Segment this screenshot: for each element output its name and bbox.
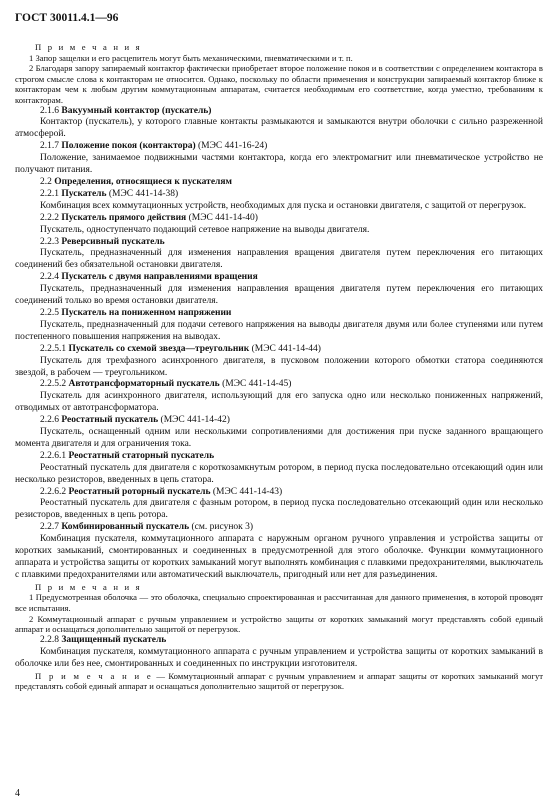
note-block [15,42,543,53]
note-label [15,671,543,692]
section-reference: (МЭС 441-14-40) [188,212,258,223]
heading-line [15,451,543,463]
section-number: 2.1.6 [40,105,59,116]
section-title: Пускатель на пониженном напряжении [61,307,232,318]
paragraph-text: Пускатель, одноступенчато подающий сетевое напряжение на выводы двигателя. [40,224,370,235]
note-content: 1 Предусмотренная оболочка — это оболочка, специально спроектированная и рассчитанная для данного применения, в которой проводят все испытания. [15,592,543,613]
note-block [15,582,543,593]
section-heading [15,487,543,499]
note-block [15,53,543,64]
section-heading [15,379,543,391]
paragraph [15,647,543,671]
heading-line [15,177,543,189]
heading-line [15,141,543,153]
section-title: Пускатель с двумя направлениями вращения [61,272,258,283]
section-number: 2.2.4 [40,272,59,283]
section-heading [15,635,543,647]
heading-line [15,487,543,499]
section-reference: (МЭС 441-14-43) [212,486,283,497]
heading-line [15,635,543,647]
heading-line [15,344,543,356]
section-heading [15,213,543,225]
paragraph [15,391,543,415]
section-title: Комбинированный пускатель [61,522,190,533]
section-number: 2.2.7 [40,522,59,533]
paragraph [15,284,543,308]
heading-line [15,379,543,391]
paragraph [15,320,543,344]
section-number: 2.2.5 [40,307,59,318]
section-heading [15,141,543,153]
section-heading [15,177,543,189]
section-title: Положение покоя (контактора) [61,141,196,152]
note-label-text: П р и м е ч а н и я [35,42,142,52]
section-number: 2.2.6.2 [40,486,67,497]
paragraph-text: Реостатный пускатель для двигателя с короткозамкнутым ротором, в период пуска последовательно отсекающий один или несколько резисторов, введенных в цепь статора. [15,462,543,485]
section-heading [15,451,543,463]
section-number: 2.2.5.1 [40,343,67,354]
note-label-text: П р и м е ч а н и е [35,670,153,681]
heading-line [15,415,543,427]
note-label-text: П р и м е ч а н и я [35,581,142,592]
paragraph-text: Комбинация пускателя, коммутационного аппарата с ручным управлением и устройства защиты от коротких замыканий в оболочке или без нее, смонтированных и соединенных по инструкции изготовителя. [15,646,543,669]
heading-line [15,522,543,534]
section-title: Реостатный статорный пускатель [68,450,215,461]
paragraph [15,498,543,522]
document-body [15,42,543,692]
note-text [15,592,543,613]
note-block [15,614,543,635]
section-heading [15,522,543,534]
section-number: 2.2.1 [40,188,59,199]
section-title: Определения, относящиеся к пускателям [54,177,232,187]
section-title: Вакуумный контактор (пускатель) [61,105,212,116]
section-number: 2.2.6 [40,415,59,426]
section-number: 2.2.2 [40,212,59,223]
section-number: 2.2.8 [40,634,59,645]
page-header: ГОСТ 30011.4.1—96 [15,12,119,24]
note-text [15,614,543,635]
note-text [15,53,543,64]
paragraph [15,356,543,380]
note-block [15,671,543,692]
paragraph [15,201,543,213]
heading-line [15,106,543,118]
section-reference: (МЭС 441-14-45) [222,379,292,390]
section-reference: (см. рисунок 3) [191,522,254,533]
section-title: Реостатный роторный пускатель [68,486,211,497]
note-content: 2 Коммутационный аппарат с ручным управлением и устройство защиты от коротких замыканий могут представлять собой единый аппарат и оснащаться дополнительно защитой от перегрузок. [15,613,543,635]
paragraph-text: Комбинация пускателя, коммутационного аппарата с наружным органом ручного управления и устройства защиты от коротких замыканий, смонтированных и соединенных в предусмотренной для этого оболочке. Функции коммутационного аппарата и устройства защиты от коротких замыканий могут выполнять комбинация с плавкими предохранителями, выключатель с плавкими предохранителями или автоматический выключатель, пригодный или нет для разъединения. [15,534,543,580]
paragraph [15,153,543,177]
heading-line [15,213,543,225]
paragraph-text: Комбинация всех коммутационных устройств, необходимых для пуска и остановки двигателя, с защитой от перегрузок. [40,200,527,211]
section-number: 2.2.3 [40,236,59,247]
section-heading [15,272,543,284]
section-title: Автотрансформаторный пускатель [68,379,220,390]
section-title: Реверсивный пускатель [61,236,165,247]
paragraph [15,534,543,582]
paragraph-text: Пускатель, оснащенный одним или несколькими сопротивлениями для достижения при пуске заданного вращающего момента двигателя и для ограничения тока. [15,427,543,449]
paragraph-text: Реостатный пускатель для двигателя с фазным ротором, в период пуска последовательно отсекающий один или несколько резисторов, введенных в цепь ротора. [15,498,543,521]
section-number: 2.2.5.2 [40,379,67,390]
section-title: Защищенный пускатель [61,634,167,645]
note-block [15,592,543,613]
section-reference: (МЭС 441-14-44) [251,343,321,354]
section-title: Пускатель [61,188,107,199]
paragraph-text: Положение, занимаемое подвижными частями контактора, когда его электромагнит или пневматическое устройство не получают питания. [15,153,543,176]
note-label [15,42,543,53]
section-title: Пускатель прямого действия [61,212,187,223]
section-number: 2.2.6.1 [40,450,67,461]
note-label [15,582,543,593]
page-number: 4 [15,788,20,799]
note-text [15,63,543,105]
section-heading [15,189,543,201]
note-content: 2 Благодаря запору запираемый контактор фактически приобретает второе положение покоя и в соответствии с определением контактора в строгом смысле слова к контакторам не относится. Однако, поскольку по области применения и конструкции запираемый контактор ближе к контакторам чем к любым другим коммутационным аппаратам, считается необходимым его соответствие, когда уместно, требованиям к контакторам. [15,63,543,105]
note-content: 1 Запор защелки и его расцепитель могут быть механическими, пневматическими и т. п. [29,52,353,63]
paragraph-text: Пускатель, предназначенный для подачи сетевого напряжения на выводы двигателя двумя или более ступенями или путем постепенного повышения напряжения на выводах. [15,319,543,342]
paragraph [15,117,543,141]
section-reference: (МЭС 441-16-24) [198,141,268,152]
section-number: 2.1.7 [40,141,59,152]
paragraph-text: Пускатель, предназначенный для изменения направления вращения двигателя путем переключения его питающих соединений без обязательной остановки двигателя. [15,248,543,271]
section-title: Пускатель со схемой звезда—треугольник [68,343,250,354]
paragraph [15,463,543,487]
heading-line [15,272,543,284]
section-number: 2.2 [40,177,52,187]
section-heading [15,344,543,356]
paragraph-text: Пускатель для трехфазного асинхронного двигателя, в пусковом положении которого обмотки статора соединяются звездой, в рабочем — треугольником. [15,355,543,378]
note-block [15,63,543,105]
paragraph [15,248,543,272]
paragraph-text: Пускатель для асинхронного двигателя, использующий для его запуска одно или несколько пониженных напряжений, отводимых от автотрансформатора. [15,391,543,414]
heading-line [15,237,543,249]
section-reference: (МЭС 441-14-42) [160,415,230,426]
paragraph [15,225,543,237]
note-content: — Коммутационный аппарат с ручным управлением и аппарат защиты от коротких замыканий могут представлять собой единый аппарат и оснащаться дополнительно защитой от перегрузок. [15,670,543,692]
section-heading [15,237,543,249]
section-heading [15,415,543,427]
section-title: Реостатный пускатель [61,415,159,426]
paragraph-text: Контактор (пускатель), у которого главные контакты размыкаются и замыкаются внутри оболочки с сильно разреженной атмосферой. [15,117,543,140]
paragraph [15,427,543,451]
heading-line [15,189,543,201]
section-reference: (МЭС 441-14-38) [108,188,179,199]
paragraph-text: Пускатель, предназначенный для изменения направления вращения двигателя путем переключения его питающих соединений только во время остановки двигателя. [15,284,543,307]
section-heading [15,308,543,320]
heading-line [15,308,543,320]
section-heading [15,106,543,118]
